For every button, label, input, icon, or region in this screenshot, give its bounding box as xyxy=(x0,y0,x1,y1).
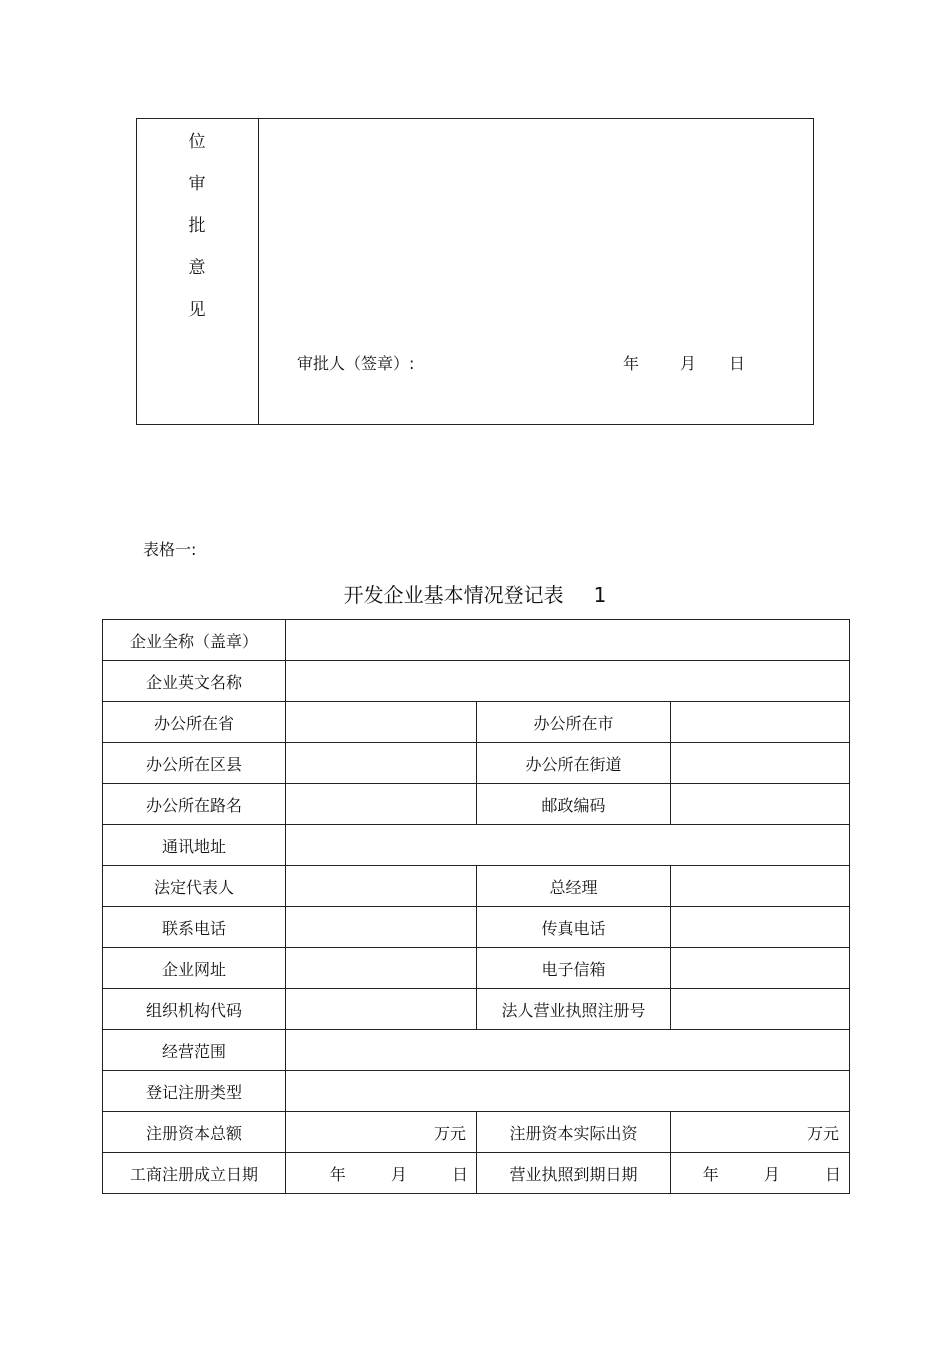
row-label: 联系电话 xyxy=(103,907,286,948)
mailing-address-field[interactable] xyxy=(286,825,850,866)
legal-rep-field[interactable] xyxy=(286,866,477,907)
row-label: 企业网址 xyxy=(103,948,286,989)
english-name-field[interactable] xyxy=(286,661,850,702)
paid-capital-field[interactable] xyxy=(671,1112,850,1153)
approval-label-char: 意 xyxy=(188,258,206,278)
city-field[interactable] xyxy=(671,702,850,743)
row-label: 经营范围 xyxy=(103,1030,286,1071)
approver-signature-label: 审批人（签章）: xyxy=(297,354,415,373)
table-row xyxy=(103,948,850,989)
row-label: 企业全称（盖章） xyxy=(103,620,286,661)
table-row xyxy=(103,1071,850,1112)
form-title xyxy=(0,579,950,608)
fax-field[interactable] xyxy=(671,907,850,948)
row-label: 电子信箱 xyxy=(477,948,671,989)
year-label: 年 xyxy=(702,1164,719,1184)
row-label: 登记注册类型 xyxy=(103,1071,286,1112)
approval-label-char: 审 xyxy=(188,174,206,194)
year-label: 年 xyxy=(329,1164,346,1184)
unit-label: 万元 xyxy=(806,1123,839,1143)
row-label: 通讯地址 xyxy=(103,825,286,866)
table-row xyxy=(103,1112,850,1153)
row-label: 工商注册成立日期 xyxy=(103,1153,286,1194)
row-label: 注册资本实际出资 xyxy=(477,1112,671,1153)
approval-label-char: 批 xyxy=(188,216,206,236)
email-field[interactable] xyxy=(671,948,850,989)
row-label: 注册资本总额 xyxy=(103,1112,286,1153)
month-label: 月 xyxy=(390,1164,407,1184)
table-row xyxy=(103,866,850,907)
approval-label-char: 见 xyxy=(188,300,206,320)
company-name-field[interactable] xyxy=(286,620,850,661)
establish-date-field[interactable] xyxy=(286,1153,477,1194)
registration-table xyxy=(102,619,850,1194)
row-label: 办公所在区县 xyxy=(103,743,286,784)
approval-label-char: 位 xyxy=(188,132,206,152)
row-label: 办公所在省 xyxy=(103,702,286,743)
row-label: 法人营业执照注册号 xyxy=(477,989,671,1030)
street-field[interactable] xyxy=(671,743,850,784)
day-label: 日 xyxy=(451,1164,468,1184)
month-label: 月 xyxy=(680,354,697,373)
postal-code-field[interactable] xyxy=(671,784,850,825)
license-expiry-field[interactable] xyxy=(671,1153,850,1194)
row-label: 法定代表人 xyxy=(103,866,286,907)
table-row xyxy=(103,620,850,661)
row-label: 组织机构代码 xyxy=(103,989,286,1030)
table-row xyxy=(103,907,850,948)
province-field[interactable] xyxy=(286,702,477,743)
year-label: 年 xyxy=(623,354,640,373)
table-caption: 表格一: xyxy=(143,540,197,559)
registered-capital-field[interactable] xyxy=(286,1112,477,1153)
day-label: 日 xyxy=(824,1164,841,1184)
website-field[interactable] xyxy=(286,948,477,989)
row-label: 邮政编码 xyxy=(477,784,671,825)
row-label: 办公所在市 xyxy=(477,702,671,743)
table-row xyxy=(103,743,850,784)
business-scope-field[interactable] xyxy=(286,1030,850,1071)
row-label: 企业英文名称 xyxy=(103,661,286,702)
row-label: 办公所在路名 xyxy=(103,784,286,825)
month-label: 月 xyxy=(763,1164,780,1184)
approval-box xyxy=(136,118,814,425)
table-row xyxy=(103,784,850,825)
table-row xyxy=(103,989,850,1030)
registration-type-field[interactable] xyxy=(286,1071,850,1112)
row-label: 传真电话 xyxy=(477,907,671,948)
general-manager-field[interactable] xyxy=(671,866,850,907)
table-row xyxy=(103,702,850,743)
day-label: 日 xyxy=(729,354,746,373)
table-row xyxy=(103,661,850,702)
approval-divider xyxy=(258,119,259,424)
form-title-text: 开发企业基本情况登记表 xyxy=(343,583,564,607)
table-row xyxy=(103,1153,850,1194)
phone-field[interactable] xyxy=(286,907,477,948)
row-label: 办公所在街道 xyxy=(477,743,671,784)
road-field[interactable] xyxy=(286,784,477,825)
row-label: 营业执照到期日期 xyxy=(477,1153,671,1194)
district-field[interactable] xyxy=(286,743,477,784)
row-label: 总经理 xyxy=(477,866,671,907)
org-code-field[interactable] xyxy=(286,989,477,1030)
license-number-field[interactable] xyxy=(671,989,850,1030)
table-row xyxy=(103,825,850,866)
form-title-number: 1 xyxy=(593,583,607,607)
unit-label: 万元 xyxy=(433,1123,466,1143)
table-row xyxy=(103,1030,850,1071)
